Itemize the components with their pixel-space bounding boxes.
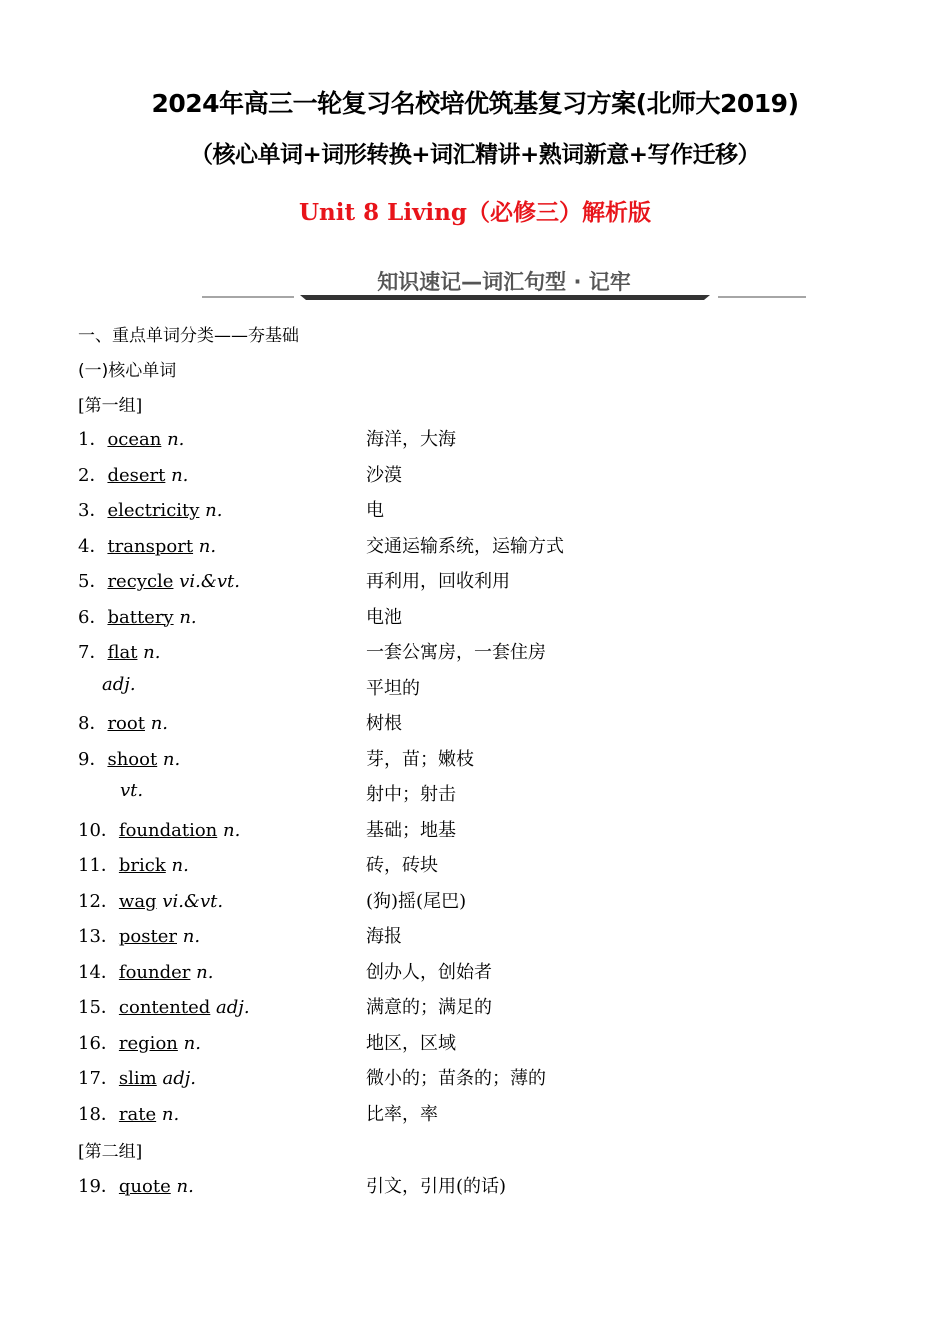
entry-word: poster [118, 926, 177, 947]
entry-part-of-speech: n. [161, 429, 185, 450]
vocab-entry [0, 425, 950, 455]
entry-number: 3． [78, 500, 108, 521]
entry-term [78, 1100, 179, 1126]
entry-part-of-speech: n. [177, 926, 201, 947]
entry-word: electricity [107, 500, 200, 521]
entry-number: 14． [78, 961, 119, 983]
entry-part-of-speech: vi.&vt. [156, 890, 224, 912]
entry-part-of-speech: vi.&vt. [173, 571, 240, 592]
vocab-entry [0, 922, 950, 952]
entry-number: 11． [78, 855, 119, 876]
entry-word: rate [118, 1103, 157, 1125]
entry-meaning: 沙漠 [366, 464, 402, 486]
entry-number: 12． [78, 890, 119, 912]
entry-word: region [118, 1032, 178, 1054]
entry-term [78, 603, 197, 629]
entry-part-of-speech: n. [193, 535, 217, 557]
entry-part-of-speech: n. [217, 819, 241, 841]
entry-word: root [107, 713, 145, 734]
group-label-2: [第二组] [78, 1142, 143, 1162]
entry-meaning: 平坦的 [366, 677, 420, 699]
entry-word: transport [107, 535, 194, 557]
entry-meaning: 一套公寓房，一套住房 [366, 642, 546, 663]
entry-number: 4． [78, 535, 108, 557]
vocab-entry [0, 993, 950, 1023]
section-heading: 一、重点单词分类——夯基础 [78, 326, 299, 346]
entry-part-of-speech: n. [165, 855, 189, 876]
entry-number: 2． [78, 464, 108, 486]
entry-term [78, 887, 223, 913]
vocab-entry [0, 1172, 950, 1202]
entry-part-of-speech: n. [177, 1032, 201, 1054]
vocab-entry [0, 958, 950, 988]
entry-part-of-speech: n. [190, 961, 214, 983]
entry-part-of-speech: n. [173, 606, 197, 628]
section-subheading: (一)核心单词 [78, 361, 177, 381]
entry-number: 16． [78, 1032, 119, 1054]
entry-term [78, 745, 180, 771]
entry-meaning: 再利用，回收利用 [366, 571, 510, 592]
entry-part-of-speech: adj. [156, 1068, 197, 1089]
entry-term [78, 461, 188, 487]
entry-meaning: 满意的；满足的 [366, 997, 492, 1018]
entry-term [78, 993, 250, 1019]
vocab-entry [0, 603, 950, 633]
entry-meaning: 砖，砖块 [366, 855, 438, 876]
entry-term [78, 1172, 194, 1198]
entry-meaning: 射中；射击 [366, 784, 456, 805]
vocab-entry [0, 851, 950, 881]
entry-meaning: 引文，引用(的话) [366, 1176, 507, 1197]
entry-part-of-speech: vt. [120, 780, 144, 801]
entry-number: 6． [78, 606, 108, 628]
entry-extra-pos [120, 780, 143, 801]
entry-term [78, 496, 222, 522]
entry-meaning: 电 [366, 500, 384, 521]
entry-part-of-speech: n. [156, 1103, 180, 1125]
entry-term [78, 1029, 201, 1055]
entry-term [78, 816, 240, 842]
entry-word: contented [118, 997, 211, 1018]
entry-meaning: 交通运输系统，运输方式 [366, 535, 564, 557]
vocab-entry [0, 496, 950, 526]
entry-extra-pos [102, 674, 136, 695]
entry-meaning: 芽，苗；嫩枝 [366, 748, 474, 770]
entry-word: founder [118, 961, 191, 983]
entry-number: 1． [78, 429, 108, 450]
entry-word: shoot [107, 748, 158, 770]
vocab-entry [0, 1100, 950, 1130]
entry-term [78, 709, 168, 735]
entry-word: quote [118, 1176, 171, 1197]
entry-word: flat [107, 642, 138, 663]
entry-part-of-speech: n. [157, 748, 181, 770]
entry-term [78, 851, 189, 877]
entry-number: 15． [78, 997, 119, 1018]
group-label-1: [第一组] [78, 396, 143, 416]
entry-term [78, 638, 160, 664]
vocab-entry [0, 674, 950, 704]
entry-number: 8． [78, 713, 108, 734]
entry-number: 9． [78, 748, 108, 770]
entry-meaning: 基础；地基 [366, 819, 456, 841]
document-title: 2024年高三一轮复习名校培优筑基复习方案(北师大2019) [151, 89, 799, 118]
entry-number: 18． [78, 1103, 119, 1125]
entry-term [78, 532, 216, 558]
entry-meaning: 创办人，创始者 [366, 961, 492, 983]
entry-meaning: (狗)摇(尾巴) [366, 890, 467, 912]
vocab-entry [0, 816, 950, 846]
entry-part-of-speech: n. [165, 464, 189, 486]
vocab-entry [0, 709, 950, 739]
vocab-entry [0, 532, 950, 562]
entry-number: 7． [78, 642, 108, 663]
entry-meaning: 电池 [366, 606, 402, 628]
entry-meaning: 海报 [366, 926, 402, 947]
entry-number: 19． [78, 1176, 119, 1197]
entry-word: brick [118, 855, 166, 876]
entry-word: foundation [118, 819, 218, 841]
entry-word: wag [118, 890, 157, 912]
entry-word: recycle [107, 571, 174, 592]
entry-part-of-speech: n. [144, 713, 169, 734]
entry-meaning: 树根 [366, 713, 402, 734]
section-banner [200, 262, 808, 306]
entry-word: slim [118, 1068, 157, 1089]
entry-part-of-speech: n. [199, 500, 223, 521]
entry-term [78, 567, 240, 593]
entry-word: ocean [107, 429, 162, 450]
entry-number: 5． [78, 571, 108, 592]
document-subtitle: （核心单词+词形转换+词汇精讲+熟词新意+写作迁移） [189, 142, 761, 168]
vocab-entry [0, 1064, 950, 1094]
entry-term [78, 425, 184, 451]
entry-term [78, 922, 200, 948]
vocab-entry [0, 638, 950, 668]
banner-text: 知识速记—词汇句型 · 记牢 [377, 270, 631, 294]
unit-title: Unit 8 Living（必修三）解析版 [299, 199, 651, 226]
entry-term [78, 1064, 196, 1090]
vocab-entry [0, 887, 950, 917]
vocab-entry [0, 461, 950, 491]
vocab-entry [0, 567, 950, 597]
entry-word: battery [107, 606, 174, 628]
entry-number: 13． [78, 926, 119, 947]
vocab-entry [0, 745, 950, 775]
vocab-entry [0, 1029, 950, 1059]
entry-part-of-speech: adj. [210, 997, 250, 1018]
entry-word: desert [107, 464, 166, 486]
entry-number: 10． [78, 819, 119, 841]
entry-meaning: 海洋，大海 [366, 429, 456, 450]
entry-number: 17． [78, 1068, 119, 1089]
entry-part-of-speech: n. [137, 642, 161, 663]
entry-part-of-speech: adj. [102, 673, 136, 695]
entry-part-of-speech: n. [170, 1176, 194, 1197]
entry-term [78, 958, 213, 984]
entry-meaning: 地区，区域 [366, 1032, 456, 1054]
entry-meaning: 比率，率 [366, 1103, 438, 1125]
vocab-entry [0, 780, 950, 810]
entry-meaning: 微小的；苗条的；薄的 [366, 1068, 546, 1089]
